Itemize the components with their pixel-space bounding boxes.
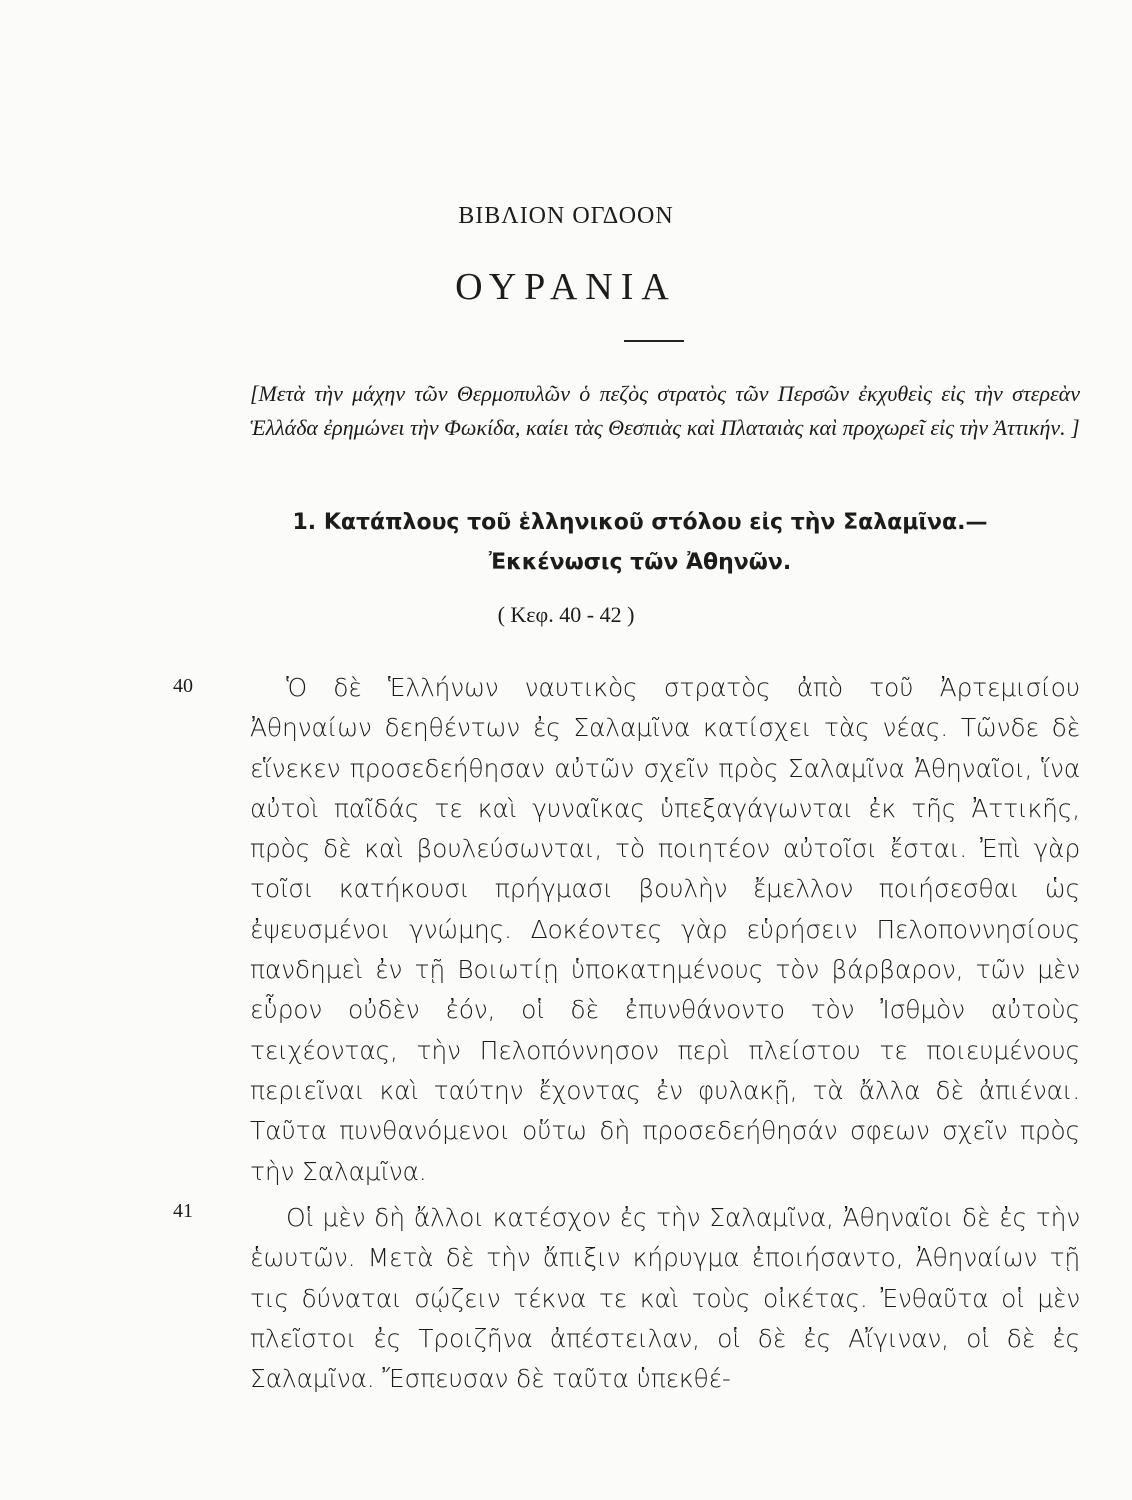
paragraph-number: 40 [173, 675, 193, 697]
chapter-range: ( Κεφ. 40 - 42 ) [497, 602, 635, 627]
paragraph-number: 41 [173, 1200, 193, 1222]
chapter-heading-line-1: 1. Κατάπλους τοῦ ἑλληνικοῦ στόλου εἰς τὴν Σαλαμῖνα.— [292, 510, 988, 535]
book-subtitle: ΟΥΡΑΝΙΑ [455, 266, 677, 308]
chapter-heading-line-2: Ἐκκένωσις τῶν Ἀθηνῶν. [488, 550, 792, 575]
paragraph-text: Οἱ μὲν δὴ ἄλλοι κατέσχον ἐς τὴν Σαλαμῖνα, Ἀθηναῖοι δὲ ἐς τὴν ἑωυτῶν. Μετὰ δὲ τὴν ἄπιξιν κήρυγμα ἐποιήσαντο, Ἀθηναίων τῇ τις δύναται σῴζειν τέκνα τε καὶ τοὺς οἰκέτας. Ἐνθαῦτα οἱ μὲν πλεῖστοι ἐς Τροιζῆνα ἀπέστειλαν, οἱ δὲ ἐς Αἴγιναν, οἱ δὲ ἐς Σαλαμῖνα. Ἔσπευσαν δὲ ταῦτα ὑπεκθέ- [250, 1203, 1080, 1394]
chapter-summary: [Μετὰ τὴν μάχην τῶν Θερμοπυλῶν ὁ πεζὸς στρατὸς τῶν Περσῶν ἐκχυθεὶς εἰς τὴν στερεὰν Ἑλλάδα ἐρημώνει τὴν Φωκίδα, καίει τὰς Θεσπιὰς καὶ Πλαταιὰς καὶ προχωρεῖ εἰς τὴν Ἀττικήν. ] [250, 381, 1080, 440]
chapter-heading [200, 503, 1080, 583]
paragraph-text: Ὁ δὲ Ἑλλήνων ναυτικὸς στρατὸς ἀπὸ τοῦ Ἀρτεμισίου Ἀθηναίων δεηθέντων ἐς Σαλαμῖνα κατίσχει τὰς νέας. Τῶνδε δὲ εἵνεκεν προσεδεήθησαν αὐτῶν σχεῖν πρὸς Σαλαμῖνα Ἀθηναῖοι, ἵνα αὐτοὶ παῖδάς τε καὶ γυναῖκας ὑπεξαγάγωνται ἐκ τῆς Ἀττικῆς, πρὸς δὲ καὶ βουλεύσωνται, τὸ ποιητέον αὐτοῖσι ἔσται. Ἐπὶ γὰρ τοῖσι κατήκουσι πρήγμασι βουλὴν ἔμελλον ποιήσεσθαι ὡς ἐψευσμένοι γνώμης. Δοκέοντες γὰρ εὑρήσειν Πελοποννησίους πανδημεὶ ἐν τῇ Βοιωτίῃ ὑποκατημένους τὸν βάρβαρον, τῶν μὲν εὗρον οὐδὲν ἐόν, οἱ δὲ ἐπυνθάνοντο τὸν Ἰσθμὸν αὐτοὺς τειχέοντας, τὴν Πελοπόννησον περὶ πλείστου τε ποιευμένους περιεῖναι καὶ ταύτην ἔχοντας ἐν φυλακῇ, τὰ ἄλλα δὲ ἀπιέναι. Ταῦτα πυνθανόμενοι οὕτω δὴ προσεδεήθησάν σφεων σχεῖν πρὸς τὴν Σαλαμῖνα. [250, 673, 1080, 1186]
title-divider [624, 340, 684, 342]
book-title: ΒΙΒΛΙΟΝ ΟΓΔΟΟΝ [458, 203, 674, 229]
